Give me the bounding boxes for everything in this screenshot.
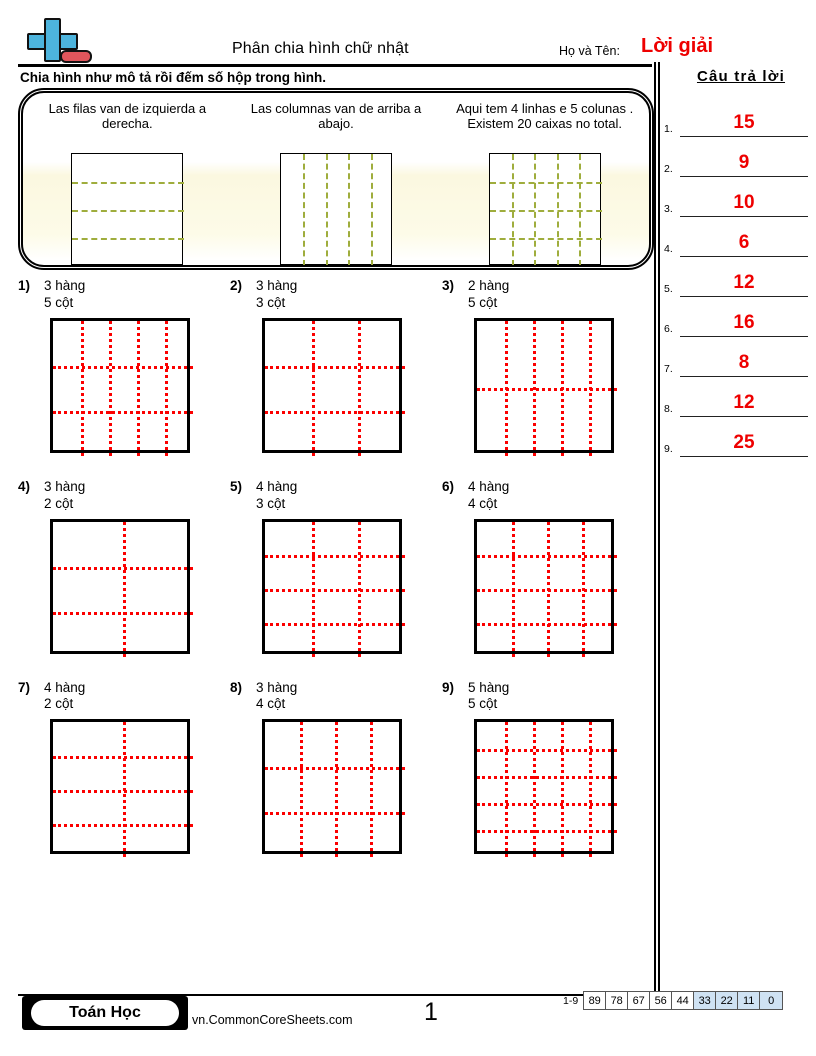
problem-rows-text: 2 hàng: [468, 278, 510, 293]
grid-line-vertical: [81, 321, 84, 456]
score-scale-cell: 44: [672, 992, 694, 1009]
example-panel-text: Las columnas van de arriba a abajo.: [250, 101, 422, 132]
problem-box-holder: [262, 318, 442, 453]
grid-line-horizontal: [477, 589, 617, 592]
grid-line-horizontal: [53, 411, 193, 414]
answer-blank-line[interactable]: [680, 456, 808, 457]
problem-description: [44, 479, 85, 513]
score-scale-cell: 89: [584, 992, 606, 1009]
answer-value: 16: [733, 312, 755, 333]
problem-number: 2): [230, 278, 243, 293]
answer-row: [664, 417, 812, 457]
problem-number: 8): [230, 679, 243, 695]
problem-box-holder: [262, 519, 442, 654]
header-divider: [18, 64, 652, 67]
example-panels: [23, 93, 649, 265]
answer-value: 10: [733, 192, 755, 213]
grid-line-vertical: [312, 321, 315, 456]
answer-row: [664, 177, 812, 217]
answer-list: [664, 97, 812, 457]
grid-line-horizontal: [477, 830, 617, 833]
problem-description: [256, 278, 297, 312]
problem-rows-text: 4 hàng: [468, 478, 510, 494]
problem-rows-text: 3 hàng: [44, 278, 86, 293]
grid-line-vertical: [348, 154, 350, 266]
grid-line-horizontal: [53, 567, 193, 570]
answer-number: 2.: [664, 163, 673, 175]
grid-line-horizontal: [53, 756, 193, 759]
answer-value: 6: [738, 232, 750, 253]
grid-line-vertical: [370, 722, 373, 857]
answer-row: [664, 137, 812, 177]
answer-number: 3.: [664, 203, 673, 215]
logo-minus-bar: [60, 50, 92, 63]
score-scale-cell: 56: [650, 992, 672, 1009]
grid-line-vertical: [533, 722, 536, 857]
answer-value: 12: [733, 392, 755, 413]
page-title: Phân chia hình chữ nhật: [232, 40, 409, 57]
problem-cols-text: 3 cột: [256, 294, 286, 310]
grid-line-vertical: [165, 321, 168, 456]
grid-line-vertical: [326, 154, 328, 266]
answer-number: 4.: [664, 243, 673, 255]
grid-line-horizontal: [490, 210, 602, 212]
grid-line-horizontal: [265, 589, 405, 592]
grid-line-horizontal: [490, 238, 602, 240]
problem-heading: [230, 479, 442, 513]
problem-5: [230, 479, 442, 654]
problem-rows-text: 3 hàng: [256, 278, 298, 293]
score-scale-boxes: [583, 991, 783, 1010]
answer-value: 25: [733, 432, 755, 453]
answer-value: 15: [733, 112, 755, 133]
grid-line-horizontal: [53, 824, 193, 827]
problem-heading: [18, 479, 230, 513]
answer-row: [664, 217, 812, 257]
problem-cols-text: 5 cột: [468, 294, 498, 310]
score-scale-cell: 67: [628, 992, 650, 1009]
answer-value: 9: [738, 152, 750, 173]
problem-row: [18, 278, 654, 453]
problem-heading: [442, 278, 654, 312]
grid-line-vertical: [589, 722, 592, 857]
problem-cols-text: 3 cột: [256, 495, 286, 511]
problem-heading: [18, 278, 230, 312]
problem-6: [442, 479, 654, 654]
answer-column: [664, 68, 812, 457]
problem-divided-rectangle[interactable]: [262, 519, 402, 654]
answer-row: [664, 97, 812, 137]
score-scale-cell: 33: [694, 992, 716, 1009]
grid-line-vertical: [371, 154, 373, 266]
example-panel-2: [232, 93, 441, 265]
grid-line-horizontal: [477, 623, 617, 626]
example-divided-rectangle: [489, 153, 601, 265]
problem-divided-rectangle[interactable]: [262, 318, 402, 453]
grid-line-horizontal: [265, 767, 405, 770]
grid-line-vertical: [303, 154, 305, 266]
problem-number: 4): [18, 478, 31, 494]
answer-value: 8: [738, 352, 750, 373]
problem-box-holder: [262, 719, 442, 854]
problem-cols-text: 5 cột: [44, 294, 74, 310]
problem-grid: [18, 278, 654, 880]
problem-number: 3): [442, 278, 455, 293]
brand-label: Toán Học: [31, 1000, 179, 1026]
problem-number: 9): [442, 679, 455, 695]
page-number: 1: [424, 998, 438, 1026]
problem-rows-text: 4 hàng: [256, 478, 298, 494]
problem-cols-text: 4 cột: [468, 495, 498, 511]
problem-heading: [230, 278, 442, 312]
logo-plus-vertical: [44, 18, 61, 62]
grid-line-horizontal: [265, 555, 405, 558]
grid-line-vertical: [300, 722, 303, 857]
problem-8: [230, 680, 442, 855]
score-scale-cell: 11: [738, 992, 760, 1009]
problem-7: [18, 680, 230, 855]
column-divider: [654, 62, 660, 995]
grid-line-horizontal: [265, 366, 405, 369]
score-scale-cell: 78: [606, 992, 628, 1009]
answer-number: 8.: [664, 403, 673, 415]
grid-line-horizontal: [72, 182, 184, 184]
grid-line-horizontal: [53, 790, 193, 793]
problem-9: [442, 680, 654, 855]
problem-number: 1): [18, 278, 31, 293]
grid-line-horizontal: [265, 812, 405, 815]
answer-row: [664, 297, 812, 337]
grid-line-horizontal: [265, 411, 405, 414]
grid-line-horizontal: [477, 749, 617, 752]
problem-4: [18, 479, 230, 654]
grid-line-vertical: [335, 722, 338, 857]
score-scale-label: 1-9: [563, 994, 579, 1007]
problem-divided-rectangle[interactable]: [50, 519, 190, 654]
example-panel-1: [23, 93, 232, 265]
grid-line-vertical: [109, 321, 112, 456]
example-divided-rectangle: [280, 153, 392, 265]
problem-description: [44, 278, 85, 312]
answer-row: [664, 377, 812, 417]
example-grid-holder: [23, 153, 232, 265]
grid-line-horizontal: [72, 238, 184, 240]
example-panel-text: Aqui tem 4 linhas e 5 colunas . Existem 20 caixas no total.: [456, 101, 634, 132]
grid-line-vertical: [505, 722, 508, 857]
answer-row: [664, 257, 812, 297]
problem-3: [442, 278, 654, 453]
problem-rows-text: 3 hàng: [256, 679, 298, 695]
score-scale-cell: 0: [760, 992, 782, 1009]
plus-minus-logo-icon: [22, 18, 94, 66]
grid-line-horizontal: [490, 182, 602, 184]
problem-description: [468, 680, 509, 714]
problem-cols-text: 2 cột: [44, 495, 74, 511]
problem-rows-text: 3 hàng: [44, 478, 86, 494]
grid-line-horizontal: [53, 612, 193, 615]
problem-divided-rectangle[interactable]: [474, 519, 614, 654]
problem-description: [44, 680, 85, 714]
grid-line-vertical: [123, 522, 126, 657]
grid-line-vertical: [358, 321, 361, 456]
grid-line-vertical: [137, 321, 140, 456]
problem-cols-text: 4 cột: [256, 696, 286, 712]
problem-divided-rectangle[interactable]: [262, 719, 402, 854]
problem-description: [468, 479, 509, 513]
problem-description: [468, 278, 509, 312]
problem-rows-text: 4 hàng: [44, 679, 86, 695]
example-panel-3: [440, 93, 649, 265]
problem-box-holder: [50, 318, 230, 453]
example-box-inner: [21, 91, 651, 267]
name-label: Họ và Tên:: [559, 44, 620, 58]
problem-box-holder: [474, 318, 654, 453]
problem-2: [230, 278, 442, 453]
problem-divided-rectangle[interactable]: [50, 318, 190, 453]
problem-cols-text: 5 cột: [468, 696, 498, 712]
problem-number: 7): [18, 679, 31, 695]
grid-line-horizontal: [72, 210, 184, 212]
problem-box-holder: [474, 719, 654, 854]
problem-box-holder: [50, 719, 230, 854]
grid-line-horizontal: [477, 776, 617, 779]
problem-number: 5): [230, 478, 243, 494]
problem-cols-text: 2 cột: [44, 696, 74, 712]
answer-number: 9.: [664, 443, 673, 455]
problem-box-holder: [474, 519, 654, 654]
problem-divided-rectangle[interactable]: [474, 719, 614, 854]
answer-number: 1.: [664, 123, 673, 135]
instruction-text: Chia hình như mô tả rồi đếm số hộp trong hình.: [20, 70, 327, 85]
problem-1: [18, 278, 230, 453]
answer-column-title: Câu trả lời: [696, 68, 786, 85]
problem-heading: [442, 479, 654, 513]
grid-line-horizontal: [477, 388, 617, 391]
problem-heading: [18, 680, 230, 714]
grid-line-horizontal: [477, 803, 617, 806]
problem-description: [256, 479, 297, 513]
score-scale-cell: 22: [716, 992, 738, 1009]
problem-number: 6): [442, 478, 455, 494]
problem-heading: [230, 680, 442, 714]
answer-row: [664, 337, 812, 377]
score-scale: [563, 991, 783, 1010]
brand-badge: [22, 996, 188, 1030]
problem-rows-text: 5 hàng: [468, 679, 510, 695]
answer-number: 6.: [664, 323, 673, 335]
example-grid-holder: [440, 153, 649, 265]
example-grid-holder: [232, 153, 441, 265]
example-box: [18, 88, 654, 270]
problem-divided-rectangle[interactable]: [50, 719, 190, 854]
grid-line-vertical: [561, 722, 564, 857]
problem-description: [256, 680, 297, 714]
name-value: Lời giải: [641, 35, 714, 57]
problem-heading: [442, 680, 654, 714]
answer-number: 7.: [664, 363, 673, 375]
grid-line-horizontal: [477, 555, 617, 558]
answer-number: 5.: [664, 283, 673, 295]
grid-line-horizontal: [265, 623, 405, 626]
problem-divided-rectangle[interactable]: [474, 318, 614, 453]
problem-row: [18, 680, 654, 855]
example-divided-rectangle: [71, 153, 183, 265]
problem-row: [18, 479, 654, 654]
problem-box-holder: [50, 519, 230, 654]
site-url: vn.CommonCoreSheets.com: [192, 1013, 353, 1027]
example-panel-text: Las filas van de izquierda a derecha.: [48, 101, 207, 132]
grid-line-horizontal: [53, 366, 193, 369]
answer-value: 12: [733, 272, 755, 293]
